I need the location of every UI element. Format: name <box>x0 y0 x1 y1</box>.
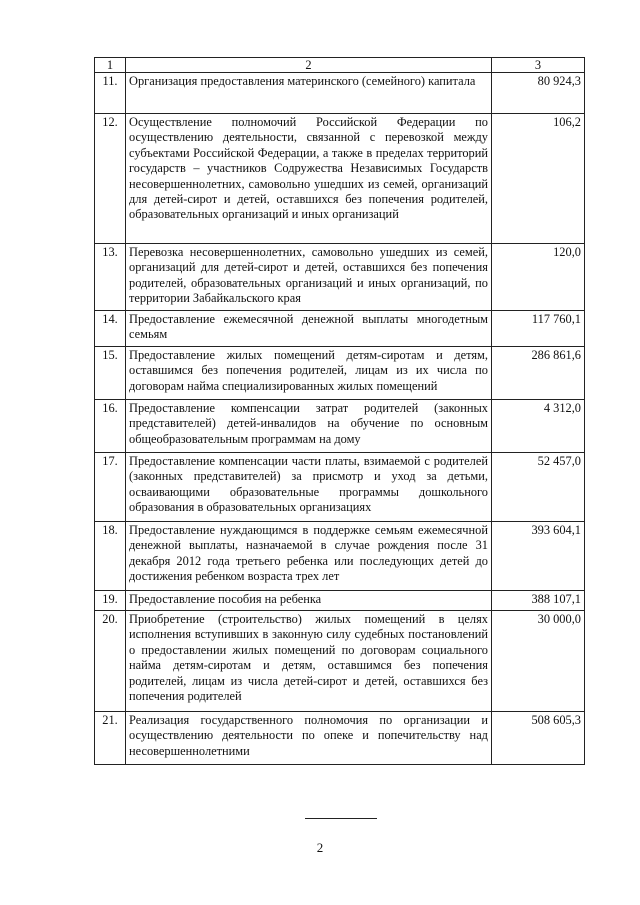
row-amount: 106,2 <box>492 114 585 244</box>
row-number: 14. <box>95 311 126 347</box>
row-description: Осуществление полномочий Российской Федерации по осуществлению деятельности, связанной с перевозкой между субъектами Российской Федерации, а также в пределах территорий государств – участников Содружества Независимых Государств несовершеннолетних, самовольно ушедших из семей, организаций для детей-сирот и детей, оставшихся без попечения родителей, образовательных организаций и иных организаций <box>126 114 492 244</box>
row-amount: 4 312,0 <box>492 400 585 453</box>
row-description: Предоставление нуждающимся в поддержке семьям ежемесячной денежной выплаты, назначаемой в случае рождения после 31 декабря 2012 года третьего ребенка или последующих детей до достижения ребенком возраста трех лет <box>126 522 492 591</box>
row-number: 20. <box>95 611 126 712</box>
row-number: 17. <box>95 453 126 522</box>
row-number: 12. <box>95 114 126 244</box>
row-description: Организация предоставления материнского (семейного) капитала <box>126 73 492 114</box>
column-header: 3 <box>492 58 585 73</box>
table-row <box>95 73 585 114</box>
row-number: 18. <box>95 522 126 591</box>
row-amount: 52 457,0 <box>492 453 585 522</box>
table-row <box>95 522 585 591</box>
row-number: 19. <box>95 591 126 611</box>
column-header: 1 <box>95 58 126 73</box>
table-header-row <box>95 58 585 73</box>
row-number: 16. <box>95 400 126 453</box>
row-number: 13. <box>95 244 126 311</box>
row-description: Перевозка несовершеннолетних, самовольно ушедших из семей, организаций для детей-сирот и детей, оставшихся без попечения родителей, образовательных организаций и иных организаций, по территории Забайкальского края <box>126 244 492 311</box>
table-row <box>95 311 585 347</box>
row-amount: 117 760,1 <box>492 311 585 347</box>
table-row <box>95 712 585 765</box>
row-number: 11. <box>95 73 126 114</box>
table-row <box>95 611 585 712</box>
table-row <box>95 347 585 400</box>
row-amount: 286 861,6 <box>492 347 585 400</box>
row-description: Приобретение (строительство) жилых помещений в целях исполнения вступивших в законную силу судебных постановлений о предоставлении жилых помещений по договорам социального найма детям-сиротам и детям, оставшимся без попечения родителей, лицам из числа детей-сирот и детей, оставшихся без попечения родителей <box>126 611 492 712</box>
row-amount: 80 924,3 <box>492 73 585 114</box>
table-row <box>95 453 585 522</box>
row-amount: 393 604,1 <box>492 522 585 591</box>
row-amount: 388 107,1 <box>492 591 585 611</box>
budget-table <box>94 57 585 765</box>
table-row <box>95 244 585 311</box>
column-header: 2 <box>126 58 492 73</box>
table-row <box>95 400 585 453</box>
row-description: Предоставление ежемесячной денежной выплаты многодетным семьям <box>126 311 492 347</box>
row-number: 21. <box>95 712 126 765</box>
row-description: Реализация государственного полномочия по организации и осуществлению деятельности по опеке и попечительству над несовершеннолетними <box>126 712 492 765</box>
footnote-divider <box>305 818 377 819</box>
row-amount: 30 000,0 <box>492 611 585 712</box>
row-description: Предоставление компенсации части платы, взимаемой с родителей (законных представителей) за присмотр и уход за детьми, осваивающими образовательные программы дошкольного образования в образовательных организациях <box>126 453 492 522</box>
row-amount: 120,0 <box>492 244 585 311</box>
row-amount: 508 605,3 <box>492 712 585 765</box>
page-number: 2 <box>316 840 324 855</box>
row-description: Предоставление жилых помещений детям-сиротам и детям, оставшимся без попечения родителей, лицам из их числа по договорам найма специализированных жилых помещений <box>126 347 492 400</box>
row-description: Предоставление компенсации затрат родителей (законных представителей) детей-инвалидов на обучение по основным общеобразовательным программам на дому <box>126 400 492 453</box>
row-description: Предоставление пособия на ребенка <box>126 591 492 611</box>
table-row <box>95 114 585 244</box>
row-number: 15. <box>95 347 126 400</box>
table-row <box>95 591 585 611</box>
